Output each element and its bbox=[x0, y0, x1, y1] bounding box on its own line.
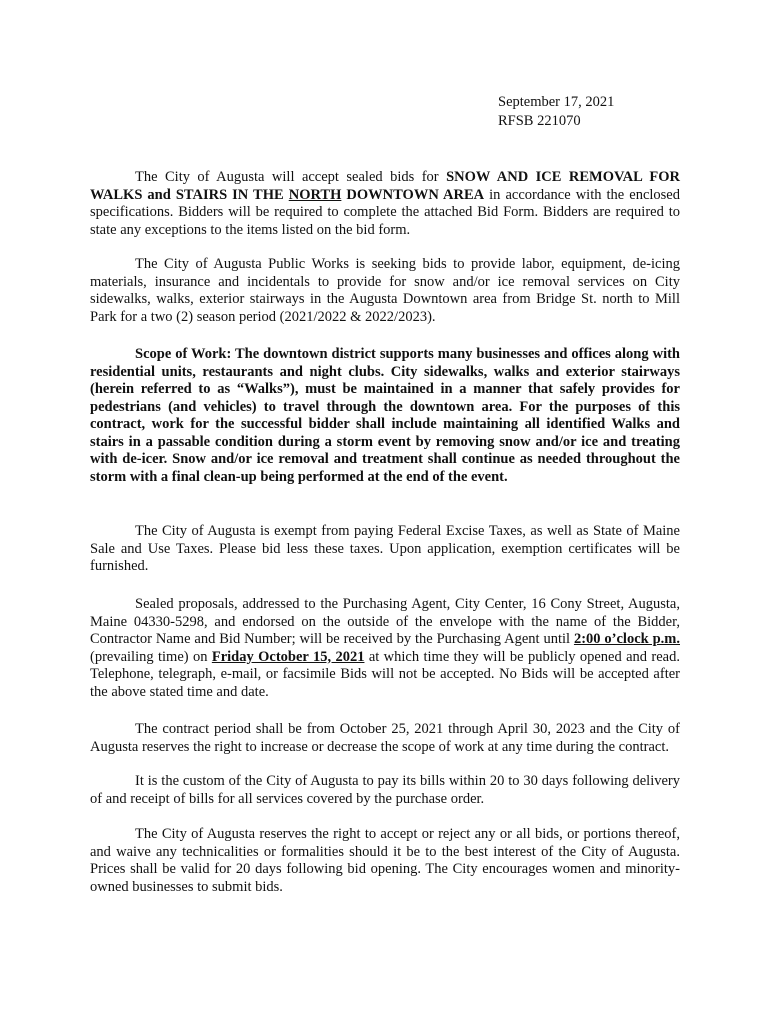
paragraph-scope-of-work bbox=[90, 346, 680, 486]
paragraph-contract-period bbox=[90, 721, 680, 756]
reservation-text: The City of Augusta reserves the right to accept or reject any or all bids, or portions thereof, and waive any technicalities or formalities should it be to the best interest of the City of Augusta. Prices shall be valid for 20 days following bid opening. The City encourages women and minority-owned businesses to submit bids. bbox=[90, 826, 680, 895]
proposals-text-e: at which time they will be publicly opened and read. Telephone, telegraph, e-mail, or facsimile Bids will not be accepted. No Bids will be accepted after the above stated time and date. bbox=[90, 648, 680, 700]
paragraph-sealed-proposals bbox=[90, 596, 680, 701]
public-works-text: The City of Augusta Public Works is seeking bids to provide labor, equipment, de-icing materials, insurance and incidentals to provide for snow and/or ice removal services on City sidewalks, walks, exterior stairways in the Augusta Downtown area from Bridge St. north to Mill Park for a two (2) season period (2021/2022 & 2022/2023). bbox=[90, 256, 680, 325]
scope-text: Scope of Work: The downtown district supports many businesses and offices along with residential units, restaurants and night clubs. City sidewalks, walks and exterior stairways (herein referred to as “Walks”), must be maintained in a manner that safely provides for pedestrians (and vehicles) to travel through the downtown area. For the purposes of this contract, work for the successful bidder shall include maintaining all identified Walks and stairs in a passable condition during a storm event by removing snow and/or ice and treating with de-icer. Snow and/or ice removal and treatment shall continue as needed throughout the storm with a final clean-up being performed at the end of the event. bbox=[90, 346, 680, 485]
paragraph-intro bbox=[90, 169, 680, 239]
document-header bbox=[498, 93, 614, 131]
bid-title-end: DOWNTOWN AREA bbox=[341, 186, 485, 203]
deadline-time: 2:00 o’clock p.m. bbox=[573, 631, 680, 647]
letter-date: September 17, 2021 bbox=[498, 94, 615, 110]
proposals-text-a: Sealed proposals, addressed to the Purchasing Agent, City Center, 16 Cony Street, Augusta, Maine 04330-5298, and endorsed on the outside of the envelope with the name of the Bidder, Contractor Name and Bid Number; will be received by the Purchasing Agent until bbox=[90, 596, 680, 647]
payment-text: It is the custom of the City of Augusta to pay its bills within 20 to 30 days following delivery of and receipt of bills for all services covered by the purchase order. bbox=[90, 773, 680, 807]
deadline-date: Friday October 15, 2021 bbox=[211, 648, 365, 665]
bid-title-north: NORTH bbox=[288, 186, 342, 203]
bid-title: SNOW AND ICE REMOVAL FOR WALKS and STAIRS IN THE bbox=[90, 169, 680, 203]
intro-text-a: The City of Augusta will accept sealed bids for bbox=[135, 169, 447, 185]
paragraph-tax-exempt bbox=[90, 523, 680, 576]
proposals-text-c: (prevailing time) on bbox=[90, 648, 212, 665]
paragraph-reservation bbox=[90, 826, 680, 896]
contract-period-text: The contract period shall be from October 25, 2021 through April 30, 2023 and the City of Augusta reserves the right to increase or decrease the scope of work at any time during the contract. bbox=[90, 721, 680, 755]
rfsb-number: RFSB 221070 bbox=[498, 113, 581, 129]
paragraph-public-works bbox=[90, 256, 680, 326]
tax-exempt-text: The City of Augusta is exempt from paying Federal Excise Taxes, as well as State of Maine Sale and Use Taxes. Please bid less these taxes. Upon application, exemption certificates will be furnished. bbox=[90, 523, 680, 574]
intro-text-e: in accordance with the enclosed specifications. Bidders will be required to complete the attached Bid Form. Bidders are required to state any exceptions to the items listed on the bid form. bbox=[90, 186, 680, 238]
paragraph-payment bbox=[90, 773, 680, 808]
